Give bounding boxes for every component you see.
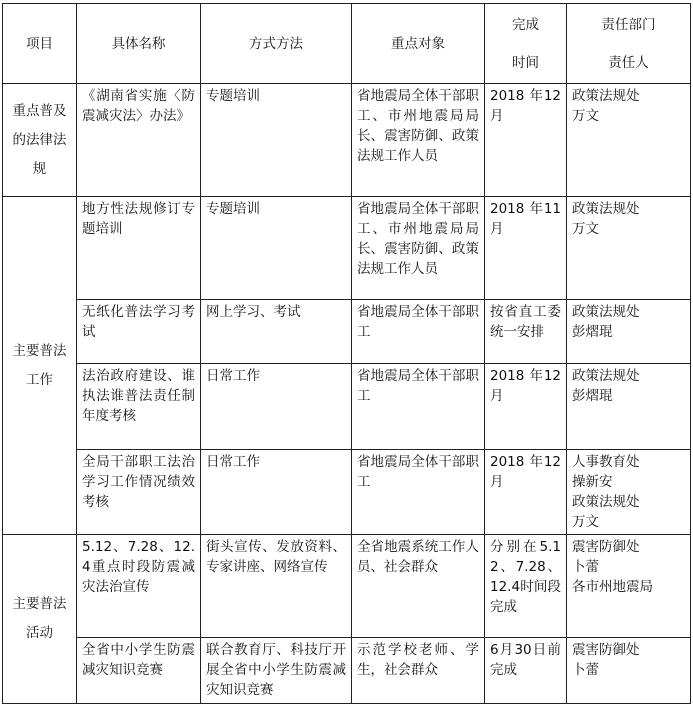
dept-cell bbox=[567, 84, 691, 197]
name-cell: 《湖南省实施〈防震减灾法〉办法》 bbox=[77, 84, 201, 197]
table-row bbox=[3, 197, 691, 300]
table-row bbox=[3, 450, 691, 535]
header-time-line2: 时间 bbox=[512, 54, 539, 71]
header-method: 方式方法 bbox=[201, 4, 352, 84]
header-time bbox=[485, 4, 567, 84]
dept-cell bbox=[567, 638, 691, 704]
name-cell: 5.12、7.28、12.4重点时段防震减灾法治宣传 bbox=[77, 535, 201, 638]
category-cell: 主要普法活动 bbox=[3, 535, 77, 704]
method-cell: 联合教育厅、科技厅开展全省中小学生防震减灾知识竞赛 bbox=[201, 638, 352, 704]
law-publicity-plan-table bbox=[2, 3, 691, 704]
dept-name: 震害防御处 bbox=[572, 642, 640, 658]
method-cell: 网上学习、考试 bbox=[201, 300, 352, 364]
header-row bbox=[3, 4, 691, 84]
method-cell: 专题培训 bbox=[201, 84, 352, 197]
method-cell: 街头宣传、发放资料、专家讲座、网络宣传 bbox=[201, 535, 352, 638]
person-name: 彭熠琨 bbox=[572, 388, 613, 404]
target-cell: 全省地震系统工作人员、社会群众 bbox=[352, 535, 485, 638]
dept-name: 政策法规处 bbox=[572, 304, 640, 320]
time-cell: 分别在5.12、7.28、12.4时间段完成 bbox=[485, 535, 567, 638]
dept-name: 政策法规处 bbox=[572, 88, 640, 104]
name-cell: 全省中小学生防震减灾知识竞赛 bbox=[77, 638, 201, 704]
category-cell: 主要普法工作 bbox=[3, 197, 77, 535]
dept-name: 政策法规处 bbox=[572, 368, 640, 384]
dept-name: 政策法规处 bbox=[572, 201, 640, 217]
category-cell: 重点普及的法律法规 bbox=[3, 84, 77, 197]
dept-name-2: 政策法规处 bbox=[572, 494, 640, 510]
table-row bbox=[3, 535, 691, 638]
dept-cell bbox=[567, 197, 691, 300]
time-cell: 按省直工委统一安排 bbox=[485, 300, 567, 364]
method-cell: 日常工作 bbox=[201, 364, 352, 450]
time-cell: 2018 年12月 bbox=[485, 84, 567, 197]
target-cell: 省地震局全体干部职工 bbox=[352, 364, 485, 450]
person-name: 万文 bbox=[572, 221, 599, 237]
person-name: 万文 bbox=[572, 108, 599, 124]
dept-name: 震害防御处 bbox=[572, 539, 640, 555]
name-cell: 无纸化普法学习考试 bbox=[77, 300, 201, 364]
table-row bbox=[3, 84, 691, 197]
time-cell: 2018 年12月 bbox=[485, 364, 567, 450]
header-target: 重点对象 bbox=[352, 4, 485, 84]
target-cell: 省地震局全体干部职工、市州地震局局长、震害防御、政策法规工作人员 bbox=[352, 197, 485, 300]
target-cell: 省地震局全体干部职工、市州地震局局长、震害防御、政策法规工作人员 bbox=[352, 84, 485, 197]
person-name: 卜蕾 bbox=[572, 662, 599, 678]
dept-cell bbox=[567, 364, 691, 450]
table-row bbox=[3, 300, 691, 364]
person-name: 彭熠琨 bbox=[572, 324, 613, 340]
dept-cell bbox=[567, 535, 691, 638]
header-dept-line1: 责任部门 bbox=[601, 16, 656, 33]
person-name-2: 万文 bbox=[572, 514, 599, 530]
time-cell: 6月30日前完成 bbox=[485, 638, 567, 704]
table-row bbox=[3, 364, 691, 450]
name-cell: 全局干部职工法治学习工作情况绩效考核 bbox=[77, 450, 201, 535]
dept-name-2: 各市州地震局 bbox=[572, 579, 653, 595]
time-cell: 2018 年11月 bbox=[485, 197, 567, 300]
dept-cell bbox=[567, 300, 691, 364]
target-cell: 省地震局全体干部职工 bbox=[352, 450, 485, 535]
name-cell: 法治政府建设、谁执法谁普法责任制年度考核 bbox=[77, 364, 201, 450]
time-cell: 2018 年12月 bbox=[485, 450, 567, 535]
table-row bbox=[3, 638, 691, 704]
header-time-line1: 完成 bbox=[512, 16, 539, 33]
name-cell: 地方性法规修订专题培训 bbox=[77, 197, 201, 300]
method-cell: 日常工作 bbox=[201, 450, 352, 535]
header-project: 项目 bbox=[3, 4, 77, 84]
dept-name: 人事教育处 bbox=[572, 454, 640, 470]
method-cell: 专题培训 bbox=[201, 197, 352, 300]
target-cell: 省地震局全体干部职工 bbox=[352, 300, 485, 364]
header-dept bbox=[567, 4, 691, 84]
person-name: 卜蕾 bbox=[572, 559, 599, 575]
dept-cell bbox=[567, 450, 691, 535]
header-name: 具体名称 bbox=[77, 4, 201, 84]
header-dept-line2: 责任人 bbox=[608, 54, 649, 71]
target-cell: 示范学校老师、学生，社会群众 bbox=[352, 638, 485, 704]
person-name: 操新安 bbox=[572, 474, 613, 490]
